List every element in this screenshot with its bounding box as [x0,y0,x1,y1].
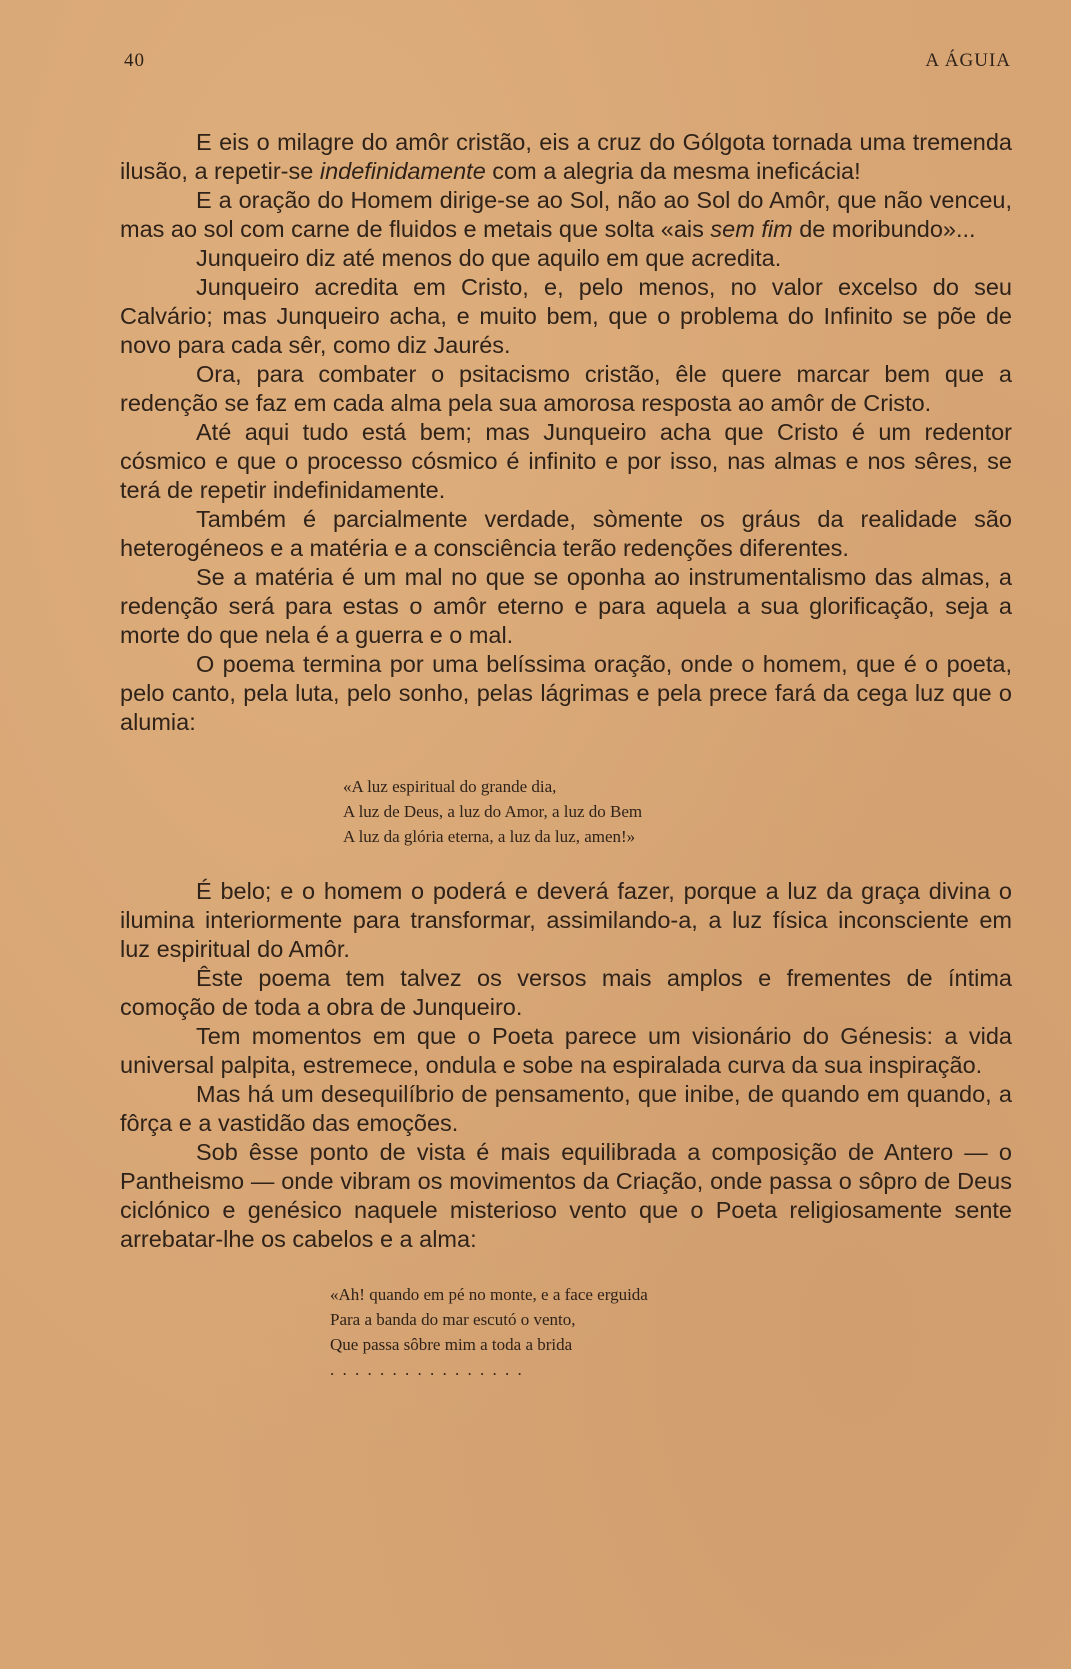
page-number: 40 [124,50,145,71]
italic-text: indefinidamente [319,158,486,184]
ellipsis-dots: . . . . . . . . . . . . . . . . [330,1360,524,1379]
paragraph: Ora, para combater o psitacismo cristão, êle quere marcar bem que a redenção se faz em cada alma pela sua amorosa resposta ao amôr de Cristo. [120,361,1012,416]
paragraph: Tem momentos em que o Poeta parece um visionário do Génesis: a vida universal palpita, estremece, ondula e sobe na espiralada curva da sua inspiração. [120,1023,1012,1078]
paragraph [120,186,1012,244]
paragraph-text: com a alegria da mesma ineficácia! [485,158,861,184]
verse-line: Que passa sôbre mim a toda a brida [330,1335,573,1354]
paragraph-text: de moribundo»... [792,216,976,242]
paragraph-text: E a oração do Homem dirige-se ao Sol, não ao Sol do Amôr, que não venceu, mas ao sol com carne de fluidos e metais que solta «ais [120,187,1012,242]
running-title: A ÁGUIA [925,50,1011,71]
italic-text: sem fim [710,216,793,242]
paragraph: Junqueiro acredita em Cristo, e, pelo menos, no valor excelso do seu Calvário; mas Junqueiro acha, e muito bem, que o problema do Infinito se põe de novo para cada sêr, como diz Jaurés. [120,274,1012,358]
paragraph: É belo; e o homem o poderá e deverá fazer, porque a luz da graça divina o ilumina interiormente para transformar, assimilando-a, a luz física inconsciente em luz espiritual do Amôr. [120,878,1012,962]
verse-quote [343,774,1012,849]
paragraph: Êste poema tem talvez os versos mais amplos e frementes de íntima comoção de toda a obra de Junqueiro. [120,965,1012,1020]
paragraph-text: E eis o milagre do amôr cristão, eis a cruz do Gólgota tornada uma tremenda ilusão, a repetir-se [120,129,1012,184]
paragraph [120,128,1012,186]
verse-line: «A luz espiritual do grande dia, [343,777,557,796]
verse-quote [330,1282,1012,1382]
paragraph: Mas há um desequilíbrio de pensamento, que inibe, de quando em quando, a fôrça e a vastidão das emoções. [120,1081,1012,1136]
verse-line: A luz de Deus, a luz do Amor, a luz do Bem [343,802,643,821]
body-text [120,128,1012,1382]
verse-line: A luz da glória eterna, a luz da luz, amen!» [343,827,636,846]
paragraph: Sob êsse ponto de vista é mais equilibrada a composição de Antero — o Pantheismo — onde vibram os movimentos da Criação, onde passa o sôpro de Deus ciclónico e genésico naquele misterioso vento que o Poeta religiosamente sente arrebatar-lhe os cabelos e a alma: [120,1139,1012,1252]
paragraph: Até aqui tudo está bem; mas Junqueiro acha que Cristo é um redentor cósmico e que o processo cósmico é infinito e por isso, nas almas e nos sêres, se terá de repetir indefinidamente. [120,419,1012,503]
paragraph: O poema termina por uma belíssima oração, onde o homem, que é o poeta, pelo canto, pela luta, pelo sonho, pelas lágrimas e pela prece fará da cega luz que o alumia: [120,651,1012,735]
verse-line: «Ah! quando em pé no monte, e a face erguida [330,1285,648,1304]
verse-line: Para a banda do mar escutó o vento, [330,1310,576,1329]
paragraph: Também é parcialmente verdade, sòmente os gráus da realidade são heterogéneos e a matéria e a consciência terão redenções diferentes. [120,506,1012,561]
page-header [124,50,1011,76]
paragraph: Se a matéria é um mal no que se oponha ao instrumentalismo das almas, a redenção será para estas o amôr eterno e para aquela a sua glorificação, seja a morte do que nela é a guerra e o mal. [120,564,1012,648]
paragraph: Junqueiro diz até menos do que aquilo em que acredita. [196,245,782,271]
